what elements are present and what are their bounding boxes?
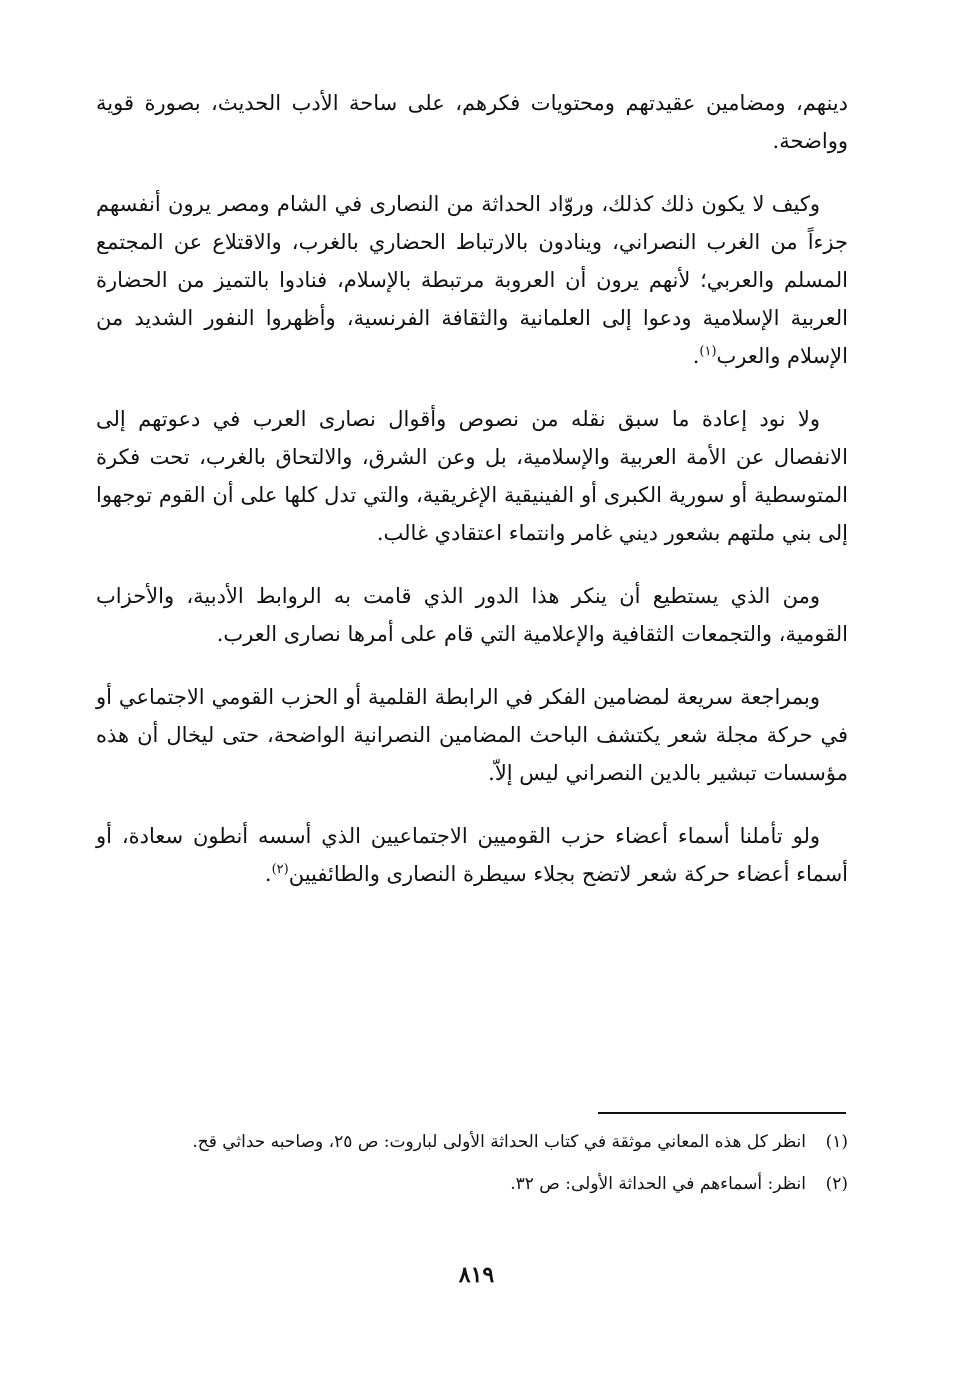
paragraph-tail: . — [264, 862, 272, 886]
footnote-reference[interactable]: (١) — [699, 344, 717, 359]
paragraph-6 — [96, 817, 848, 893]
paragraph-tail: . — [692, 344, 700, 368]
page-number: ٨١٩ — [458, 1262, 495, 1288]
footnote-text: انظر: أسماءهم في الحداثة الأولى: ص ٣٢. — [510, 1174, 806, 1194]
footnote-reference[interactable]: (٢) — [271, 862, 289, 877]
footnote-1 — [96, 1126, 848, 1158]
paragraph-text: ولو تأملنا أسماء أعضاء حزب القوميين الاجتماعيين الذي أسسه أنطون سعادة، أو أسماء أعضاء حركة شعر لاتضح بجلاء سيطرة النصارى والطائفيين — [96, 824, 848, 886]
main-text — [96, 84, 848, 918]
paragraph-4 — [96, 577, 848, 653]
paragraph-text: وبمراجعة سريعة لمضامين الفكر في الرابطة القلمية أو الحزب القومي الاجتماعي أو في حركة مجلة شعر يكتشف الباحث المضامين النصرانية الواضحة، حتى ليخال أن هذه مؤسسات تبشير بالدين النصراني ليس إلاّ. — [96, 685, 848, 785]
footnote-number: (١) — [825, 1132, 848, 1152]
footnote-2 — [96, 1168, 848, 1200]
footnote-divider — [598, 1112, 846, 1114]
paragraph-text: دينهم، ومضامين عقيدتهم ومحتويات فكرهم، على ساحة الأدب الحديث، بصورة قوية وواضحة. — [96, 91, 848, 153]
paragraph-1 — [96, 84, 848, 160]
footnote-text: انظر كل هذه المعاني موثقة في كتاب الحداثة الأولى لباروت: ص ٢٥، وصاحبه حداثي قح. — [192, 1132, 806, 1152]
footnotes-section — [96, 1126, 848, 1210]
footnote-number: (٢) — [825, 1174, 848, 1194]
paragraph-text: ولا نود إعادة ما سبق نقله من نصوص وأقوال نصارى العرب في دعوتهم إلى الانفصال عن الأمة العربية والإسلامية، بل وعن الشرق، والالتحاق بالغرب، تحت فكرة المتوسطية أو سورية الكبرى أو الفينيقية الإغريقية، والتي تدل كلها على أن القوم توجهوا إلى بني ملتهم بشعور ديني غامر وانتماء اعتقادي غالب. — [96, 407, 848, 545]
paragraph-text: ومن الذي يستطيع أن ينكر هذا الدور الذي قامت به الروابط الأدبية، والأحزاب القومية، والتجمعات الثقافية والإعلامية التي قام على أمرها نصارى العرب. — [96, 584, 848, 646]
paragraph-2 — [96, 185, 848, 375]
paragraph-3 — [96, 400, 848, 552]
paragraph-text: وكيف لا يكون ذلك كذلك، وروّاد الحداثة من النصارى في الشام ومصر يرون أنفسهم جزءاً من الغرب النصراني، وينادون بالارتباط الحضاري بالغرب، والاقتلاع عن المجتمع المسلم والعربي؛ لأنهم يرون أن العروبة مرتبطة بالإسلام، فنادوا بالتميز من الحضارة العربية الإسلامية ودعوا إلى العلمانية والثقافة الفرنسية، وأظهروا النفور الشديد من الإسلام والعرب — [96, 192, 848, 368]
paragraph-5 — [96, 678, 848, 792]
